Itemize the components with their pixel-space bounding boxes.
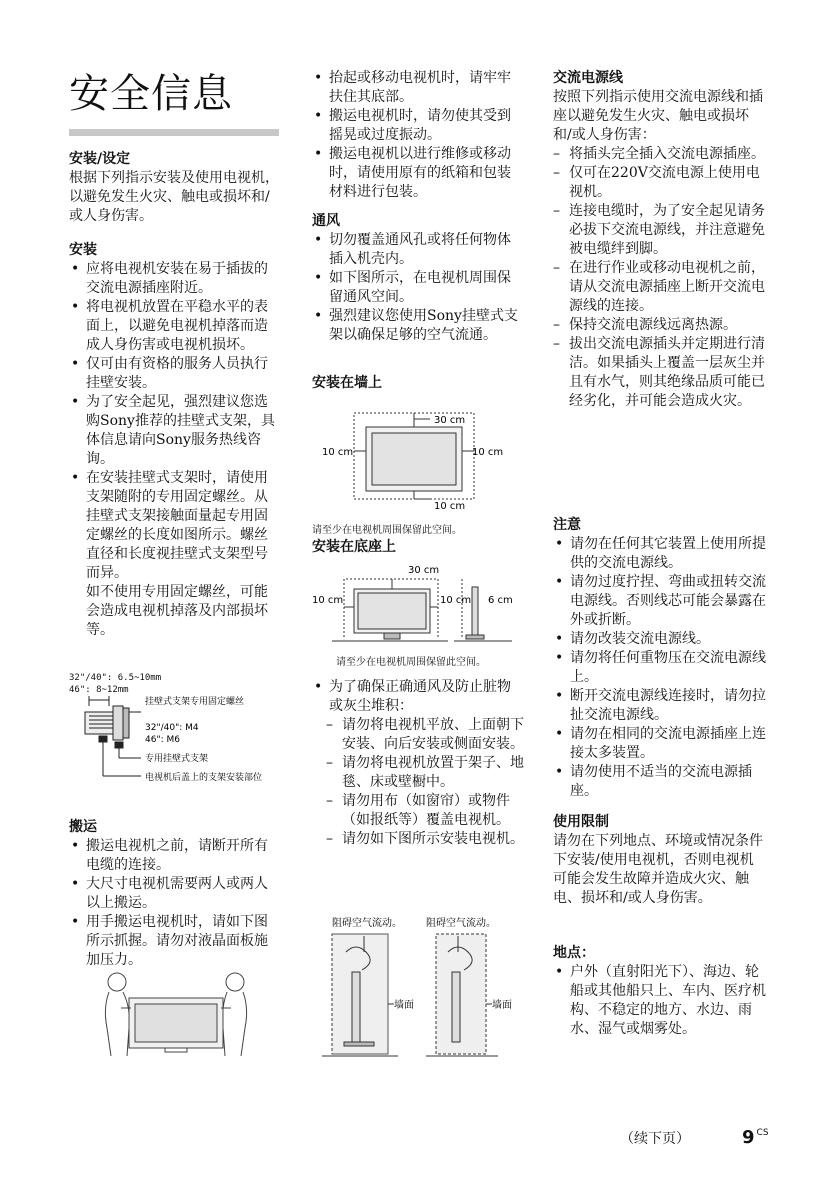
- page-suffix: CS: [756, 1128, 769, 1138]
- handling-list: [312, 69, 524, 202]
- screw-body: [85, 712, 113, 734]
- block-label-left: 阻碍空气流动。: [332, 918, 402, 929]
- list-item: • 搬运电视机之前，请断开所有电缆的连接。: [69, 837, 281, 875]
- wall-mount-heading: 安装在墙上: [312, 375, 382, 391]
- wall-mount-figure: [312, 374, 524, 536]
- usage-limit-heading: 使用限制: [553, 814, 609, 830]
- ventilation-section: [312, 212, 524, 345]
- list-item: • 将电视机放置在平稳水平的表面上，以避免电视机掉落而造成人身伤害或电视机损坏。: [69, 298, 281, 355]
- screw-label-e: 电视机后盖上的支架安装部位: [145, 773, 263, 783]
- install-setup-text: 根据下列指示安装及使用电视机，以避免发生火灾、触电或损坏和/或人身伤害。: [69, 170, 279, 224]
- page-number: [742, 1127, 769, 1148]
- list-item: • 用手搬运电视机时，请如下图所示抓握。请勿对液晶面板施加压力。: [69, 913, 281, 970]
- wall-word-right: 墙面: [492, 1000, 512, 1011]
- location-list: [553, 963, 767, 1039]
- list-item: • 请勿改装交流电源线。: [553, 630, 767, 649]
- caution-list: [553, 535, 767, 801]
- stand-left-label: 10 cm: [312, 595, 344, 606]
- ac-cord-text: 按照下列指示使用交流电源线和插座以避免发生火灾、触电或损坏和/或人身伤害：: [553, 89, 763, 143]
- screw-diagram: [69, 696, 281, 804]
- caution-heading: 注意: [553, 517, 581, 533]
- ventilation-heading: 通风: [312, 213, 340, 229]
- wall-left-label: 10 cm: [322, 447, 354, 458]
- install-heading: 安装: [69, 242, 97, 258]
- stand-mount-heading: 安装在底座上: [312, 539, 396, 555]
- vent-warning-section: [312, 678, 524, 849]
- wall-clearance-diagram: [312, 393, 524, 517]
- list-item: • 为了确保正确通风及防止脏物或灰尘堆积：: [312, 678, 524, 716]
- list-item: • 请勿过度拧捏、弯曲或扭转交流电源线。否则线芯可能会暴露在外或折断。: [553, 573, 767, 630]
- stand-mount-figure: [312, 538, 524, 668]
- vent-warning-list: [312, 678, 524, 716]
- ac-cord-section: [553, 69, 767, 411]
- transport-section: [69, 818, 281, 970]
- list-item: • 搬运电视机以进行维修或移动时，请使用原有的纸箱和包装材料进行包装。: [312, 145, 524, 202]
- list-item: • 强烈建议您使用Sony挂壁式支架以确保足够的空气流通。: [312, 307, 524, 345]
- list-item: • 请勿使用不适当的交流电源插座。: [553, 763, 767, 801]
- list-item: • 为了安全起见，强烈建议您选购Sony推荐的挂壁式支架，具体信息请向Sony服务热线咨询。: [69, 393, 281, 469]
- usage-limit-text: 请勿在下列地点、环境或情况条件下安装/使用电视机，否则电视机可能会发生故障并造成火灾、触电、损坏和/或人身伤害。: [553, 833, 763, 906]
- list-item: – 将插头完全插入交流电源插座。: [553, 145, 767, 164]
- stand-top-label: 30 cm: [408, 565, 440, 576]
- list-item: – 请勿如下图所示安装电视机。: [326, 830, 524, 849]
- list-item: – 请勿将电视机放置于架子、地毯、床或壁橱中。: [326, 754, 524, 792]
- list-item: • 断开交流电源线连接时，请勿拉扯交流电源线。: [553, 687, 767, 725]
- blocked-airflow-diagram: [322, 912, 522, 1072]
- stand-side-label: 6 cm: [488, 595, 513, 606]
- continued-label: （续下页）: [620, 1131, 690, 1147]
- location-section: [553, 944, 767, 1039]
- list-item: • 大尺寸电视机需要两人或两人以上搬运。: [69, 875, 281, 913]
- install-note: 如不使用专用固定螺丝，可能会造成电视机掉落及内部损坏等。: [86, 584, 268, 638]
- wall-bottom-label: 10 cm: [434, 501, 466, 512]
- wall-right-label: 10 cm: [472, 447, 504, 458]
- install-section: [69, 241, 281, 640]
- list-item: • 请勿在任何其它装置上使用所提供的交流电源线。: [553, 535, 767, 573]
- screw-figure: [69, 672, 281, 808]
- wall-word-left: 墙面: [394, 1000, 414, 1011]
- list-item: • 请勿将任何重物压在交流电源线上。: [553, 649, 767, 687]
- handling-section: [312, 69, 524, 202]
- install-setup-heading: 安装/设定: [69, 151, 131, 167]
- bracket: [113, 706, 123, 740]
- screw-label-c: 46": M6: [145, 735, 180, 745]
- list-item: – 仅可在220V交流电源上使用电视机。: [553, 164, 767, 202]
- list-item: – 拔出交流电源插头并定期进行清洁。如果插头上覆盖一层灰尘并且有水气，则其绝缘品质可能已经劣化，并可能会造成火灾。: [553, 335, 767, 411]
- page-title: 安全信息: [69, 71, 233, 117]
- list-item: • 户外（直射阳光下）、海边、轮船或其他船只上、车内、医疗机构、不稳定的地方、水边、雨水、湿气或烟雾处。: [553, 963, 767, 1039]
- list-item: – 连接电缆时，为了安全起见请务必拔下交流电源线，并注意避免被电缆绊到脚。: [553, 202, 767, 259]
- vent-dash-list: [326, 716, 524, 849]
- transport-list: [69, 837, 281, 970]
- stand-caption: 请至少在电视机周围保留此空间。: [336, 657, 486, 668]
- block-label-right: 阻碍空气流动。: [426, 918, 496, 929]
- ac-cord-list: [553, 145, 767, 411]
- list-item: – 保持交流电源线远离热源。: [553, 316, 767, 335]
- ac-cord-heading: 交流电源线: [553, 70, 623, 86]
- screw-label-d: 专用挂壁式支架: [145, 754, 209, 764]
- install-setup-section: [69, 150, 281, 226]
- list-item: – 在进行作业或移动电视机之前，请从交流电源插座上断开交流电源线的连接。: [553, 259, 767, 316]
- screw-spec-1: 32"/40": 6.5~10mm: [69, 673, 162, 683]
- list-item: • 在安装挂壁式支架时，请使用支架随附的专用固定螺丝。从挂壁式支架接触面量起专用固定螺丝的长度如图所示。螺丝直径和长度视挂壁式支架型号而异。: [69, 469, 281, 583]
- list-item: – 请勿将电视机平放、上面朝下安装、向后安装或侧面安装。: [326, 716, 524, 754]
- screw-label-b: 32"/40": M4: [145, 723, 199, 733]
- list-item: • 如下图所示，在电视机周围保留通风空间。: [312, 269, 524, 307]
- list-item: • 抬起或移动电视机时，请牢牢扶住其底部。: [312, 69, 524, 107]
- wall-top-label: 30 cm: [434, 415, 466, 426]
- wall-caption: 请至少在电视机周围保留此空间。: [312, 525, 462, 536]
- install-list: [69, 260, 281, 583]
- caution-section: [553, 516, 767, 801]
- page-number-value: 9: [742, 1127, 755, 1148]
- list-item: – 请勿用布（如窗帘）或物件（如报纸等）覆盖电视机。: [326, 792, 524, 830]
- location-heading: 地点：: [553, 945, 595, 961]
- list-item: • 仅可由有资格的服务人员执行挂壁安装。: [69, 355, 281, 393]
- list-item: • 请勿在相同的交流电源插座上连接太多装置。: [553, 725, 767, 763]
- list-item: • 搬运电视机时，请勿使其受到摇晃或过度振动。: [312, 107, 524, 145]
- ventilation-list: [312, 231, 524, 345]
- screw-spec-2: 46": 8~12mm: [69, 685, 129, 695]
- screw-label-a: 挂壁式支架专用固定螺丝: [145, 697, 245, 707]
- list-item: • 应将电视机安装在易于插拔的交流电源插座附近。: [69, 260, 281, 298]
- usage-limit-section: [553, 813, 767, 908]
- transport-heading: 搬运: [69, 819, 97, 835]
- carrying-illustration: [101, 968, 251, 1058]
- title-underline: [69, 129, 279, 136]
- stand-clearance-diagram: [312, 557, 524, 649]
- list-item: • 切勿覆盖通风孔或将任何物体插入机壳内。: [312, 231, 524, 269]
- stand-right-label: 10 cm: [440, 595, 472, 606]
